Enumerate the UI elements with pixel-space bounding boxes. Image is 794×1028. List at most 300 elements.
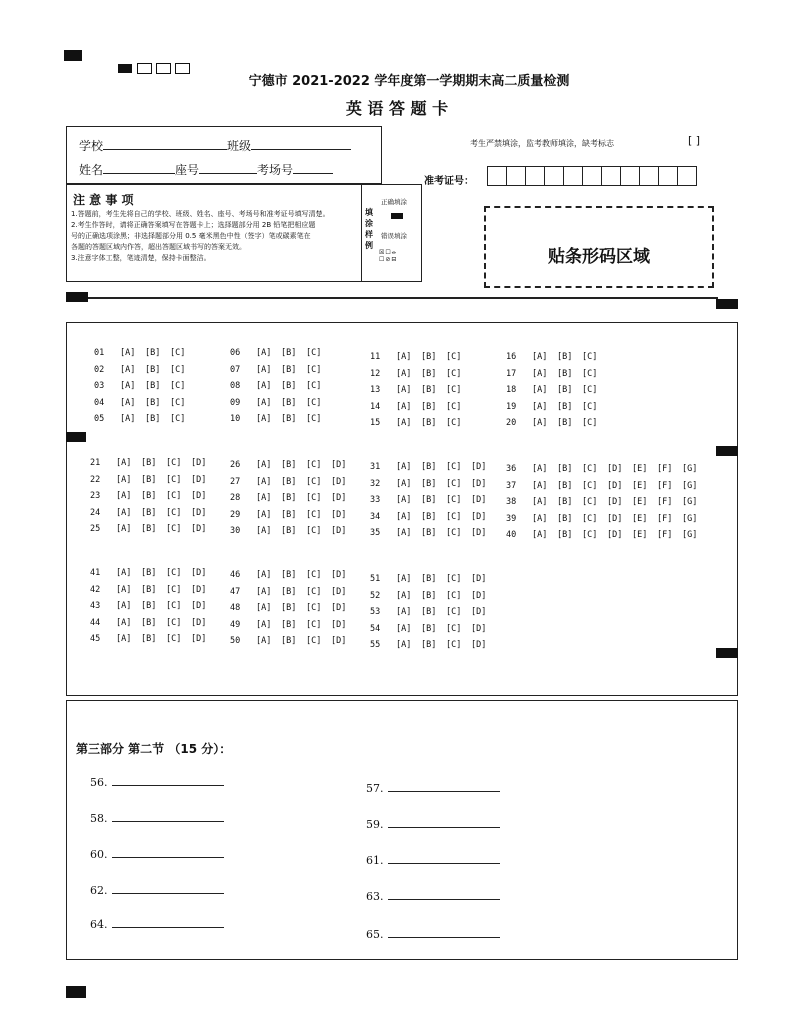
answer-bubble[interactable]: [E] [632, 513, 648, 524]
question-number: 30 [230, 526, 241, 536]
answer-bubble[interactable]: [D] [471, 495, 487, 505]
answer-bubble[interactable]: [D] [471, 590, 487, 601]
answer-bubble[interactable]: [F] [657, 480, 673, 491]
answer-bubble[interactable]: [A] [532, 464, 548, 474]
answer-bubble[interactable]: [B] [141, 584, 157, 595]
answer-bubble[interactable]: [C] [446, 574, 462, 584]
answer-bubble[interactable]: [D] [607, 480, 623, 491]
answer-bubble[interactable]: [A] [120, 397, 136, 408]
answer-bubble[interactable]: [A] [396, 528, 412, 538]
answer-bubble[interactable]: [D] [191, 584, 207, 595]
question-row [230, 603, 356, 613]
answer-bubble[interactable]: [A] [532, 497, 548, 507]
answer-bubble[interactable]: [D] [331, 636, 347, 646]
answer-bubble[interactable]: [C] [306, 526, 322, 536]
answer-bubble[interactable]: [B] [421, 511, 437, 522]
answer-bubble[interactable]: [A] [256, 381, 272, 391]
answer-bubble[interactable]: [A] [120, 381, 136, 391]
question-number: 10 [230, 414, 241, 424]
answer-bubble[interactable]: [D] [471, 574, 487, 584]
answer-bubble[interactable]: [C] [582, 401, 598, 412]
answer-bubble[interactable]: [F] [657, 497, 673, 507]
question-number: 01 [94, 348, 105, 358]
question-number: 38 [506, 497, 517, 507]
answer-bubble[interactable]: [G] [682, 513, 698, 524]
registration-mark [66, 292, 88, 302]
answer-bubble[interactable]: [C] [446, 462, 462, 472]
answer-bubble[interactable]: [A] [396, 352, 412, 362]
answer-bubble[interactable]: [A] [396, 607, 412, 617]
answer-bubble[interactable]: [B] [141, 524, 157, 534]
answer-bubble[interactable]: [A] [120, 348, 136, 358]
answer-bubble[interactable]: [A] [532, 530, 548, 540]
card-title: 宁德市 2021-2022 学年度第一学期期末高二质量检测 [248, 74, 570, 89]
answer-bubble[interactable]: [B] [557, 418, 573, 428]
answer-61[interactable]: 61. [366, 854, 500, 867]
answer-bubble[interactable]: [D] [331, 460, 347, 470]
answer-bubble[interactable]: [G] [682, 464, 698, 474]
question-row [94, 365, 195, 375]
question-number: 05 [94, 414, 105, 424]
question-number: 54 [370, 623, 381, 634]
answer-bubble[interactable]: [D] [331, 476, 347, 487]
answer-bubble[interactable]: [C] [166, 491, 182, 501]
question-row [506, 385, 607, 395]
registration-mark [716, 299, 738, 309]
answer-bubble[interactable]: [C] [446, 607, 462, 617]
answer-bubble[interactable]: [C] [582, 464, 598, 474]
answer-bubble[interactable]: [A] [396, 640, 412, 650]
answer-bubble[interactable]: [C] [446, 401, 462, 412]
question-number: 08 [230, 381, 241, 391]
answer-bubble[interactable]: [A] [256, 619, 272, 630]
answer-bubble[interactable]: [B] [145, 381, 161, 391]
question-number: 33 [370, 495, 381, 505]
answer-bubble[interactable]: [B] [141, 474, 157, 485]
answer-bubble[interactable]: [D] [191, 491, 207, 501]
answer-bubble[interactable]: [C] [446, 495, 462, 505]
answer-bubble[interactable]: [A] [532, 368, 548, 379]
answer-bubble[interactable]: [C] [582, 385, 598, 395]
answer-bubble[interactable]: [A] [256, 586, 272, 597]
answer-bubble[interactable]: [C] [582, 530, 598, 540]
question-row [90, 458, 216, 468]
answer-bubble[interactable]: [C] [166, 568, 182, 578]
question-number: 24 [90, 507, 101, 518]
question-number: 37 [506, 480, 517, 491]
answer-bubble[interactable]: [C] [170, 397, 186, 408]
question-number: 25 [90, 524, 101, 534]
student-info-box [66, 126, 382, 184]
answer-bubble[interactable]: [C] [306, 364, 322, 375]
answer-bubble[interactable]: [C] [306, 619, 322, 630]
question-number: 16 [506, 352, 517, 362]
answer-bubble[interactable]: [C] [582, 480, 598, 491]
answer-bubble[interactable]: [C] [306, 348, 322, 358]
answer-bubble[interactable]: [A] [532, 385, 548, 395]
class-label: 班级 [227, 139, 252, 153]
question-number: 27 [230, 476, 241, 487]
answer-bubble[interactable]: [A] [532, 418, 548, 428]
school-field[interactable] [103, 149, 227, 150]
answer-bubble[interactable]: [B] [281, 381, 297, 391]
question-row [90, 491, 216, 501]
answer-bubble[interactable]: [A] [116, 634, 132, 644]
answer-bubble[interactable]: [A] [256, 348, 272, 358]
answer-bubble[interactable]: [A] [256, 414, 272, 424]
answer-bubble[interactable]: [A] [532, 513, 548, 524]
answer-bubble[interactable]: [C] [582, 368, 598, 379]
exam-id-boxes[interactable] [488, 166, 697, 188]
answer-bubble[interactable]: [B] [141, 568, 157, 578]
answer-bubble[interactable]: [B] [281, 603, 297, 613]
answer-bubble[interactable]: [A] [256, 570, 272, 580]
answer-bubble[interactable]: [C] [170, 364, 186, 375]
answer-bubble[interactable]: [B] [421, 607, 437, 617]
answer-bubble[interactable]: [A] [396, 495, 412, 505]
question-row [230, 493, 356, 503]
class-field[interactable] [251, 149, 351, 150]
answer-bubble[interactable]: [F] [657, 530, 673, 540]
answer-bubble[interactable]: [A] [116, 601, 132, 611]
answer-bubble[interactable]: [D] [471, 640, 487, 650]
answer-bubble[interactable]: [B] [557, 530, 573, 540]
divider-line [88, 297, 718, 299]
answer-bubble[interactable]: [D] [191, 617, 207, 628]
fill-example-side-label: 填涂样例 [365, 208, 373, 250]
answer-bubble[interactable]: [D] [607, 530, 623, 540]
answer-bubble[interactable]: [B] [281, 364, 297, 375]
question-number: 49 [230, 619, 241, 630]
answer-62[interactable]: 62. [90, 884, 224, 897]
note-item: 2.考生作答时，请将正确答案填写在答题卡上；选择题部分用 2B 铅笔把相应题 [71, 221, 316, 229]
answer-bubble[interactable]: [C] [446, 385, 462, 395]
answer-bubble[interactable]: [A] [532, 352, 548, 362]
room-field[interactable] [293, 173, 333, 174]
answer-bubble[interactable]: [B] [141, 634, 157, 644]
answer-58[interactable]: 58. [90, 812, 224, 825]
answer-bubble[interactable]: [C] [306, 381, 322, 391]
answer-bubble[interactable]: [B] [281, 493, 297, 503]
question-number: 51 [370, 574, 381, 584]
answer-57[interactable]: 57. [366, 782, 500, 795]
question-row [370, 402, 471, 412]
answer-bubble[interactable]: [A] [256, 460, 272, 470]
answer-bubble[interactable]: [C] [306, 476, 322, 487]
answer-bubble[interactable]: [C] [306, 509, 322, 520]
answer-bubble[interactable]: [B] [421, 478, 437, 489]
answer-bubble[interactable]: [C] [582, 513, 598, 524]
answer-bubble[interactable]: [A] [256, 526, 272, 536]
answer-bubble[interactable]: [A] [532, 401, 548, 412]
answer-bubble[interactable]: [D] [331, 619, 347, 630]
question-row [94, 398, 195, 408]
answer-bubble[interactable]: [A] [396, 478, 412, 489]
answer-bubble[interactable]: [B] [281, 570, 297, 580]
answer-bubble[interactable]: [C] [166, 474, 182, 485]
answer-bubble[interactable]: [B] [557, 385, 573, 395]
answer-bubble[interactable]: [D] [471, 478, 487, 489]
answer-bubble[interactable]: [D] [471, 511, 487, 522]
answer-bubble[interactable]: [B] [421, 590, 437, 601]
question-number: 26 [230, 460, 241, 470]
answer-bubble[interactable]: [B] [421, 368, 437, 379]
note-item: 3.注意字体工整，笔迹清楚，保持卡面整洁。 [71, 254, 211, 262]
question-number: 53 [370, 607, 381, 617]
answer-bubble[interactable]: [E] [632, 480, 648, 491]
question-row [370, 495, 496, 505]
answer-bubble[interactable]: [A] [396, 590, 412, 601]
question-row [370, 418, 471, 428]
answer-bubble[interactable]: [C] [170, 381, 186, 391]
answer-bubble[interactable]: [D] [191, 601, 207, 611]
answer-bubble[interactable]: [C] [446, 368, 462, 379]
answer-bubble[interactable]: [F] [657, 513, 673, 524]
answer-63[interactable]: 63. [366, 890, 500, 903]
answer-bubble[interactable]: [C] [306, 636, 322, 646]
answer-bubble[interactable]: [A] [396, 511, 412, 522]
question-row [370, 369, 471, 379]
answer-bubble[interactable]: [B] [141, 458, 157, 468]
question-row [230, 526, 356, 536]
answer-bubble[interactable]: [D] [331, 493, 347, 503]
seat-field[interactable] [199, 173, 257, 174]
part3-title: 第三部分 第二节 （15 分）： [76, 742, 232, 756]
answer-bubble[interactable]: [D] [471, 528, 487, 538]
answer-bubble[interactable]: [C] [446, 511, 462, 522]
question-row [506, 481, 707, 491]
answer-bubble[interactable]: [D] [471, 462, 487, 472]
answer-bubble[interactable]: [E] [632, 530, 648, 540]
answer-bubble[interactable]: [B] [281, 526, 297, 536]
question-number: 36 [506, 464, 517, 474]
school-label: 学校 [79, 139, 104, 153]
answer-bubble[interactable]: [C] [166, 601, 182, 611]
answer-bubble[interactable]: [A] [396, 418, 412, 428]
absent-checkbox[interactable]: [ ] [688, 134, 701, 147]
question-row [94, 381, 195, 391]
answer-bubble[interactable]: [D] [191, 458, 207, 468]
answer-bubble[interactable]: [B] [557, 513, 573, 524]
answer-bubble[interactable]: [D] [191, 507, 207, 518]
answer-bubble[interactable]: [B] [557, 368, 573, 379]
answer-bubble[interactable]: [A] [256, 476, 272, 487]
answer-bubble[interactable]: [D] [471, 623, 487, 634]
answer-bubble[interactable]: [A] [256, 364, 272, 375]
question-number: 52 [370, 590, 381, 601]
answer-bubble[interactable]: [C] [170, 348, 186, 358]
answer-bubble[interactable]: [E] [632, 464, 648, 474]
answer-bubble[interactable]: [B] [141, 507, 157, 518]
answer-59[interactable]: 59. [366, 818, 500, 831]
answer-bubble[interactable]: [C] [582, 497, 598, 507]
answer-bubble[interactable]: [C] [306, 414, 322, 424]
question-row [370, 385, 471, 395]
answer-bubble[interactable]: [D] [191, 634, 207, 644]
answer-bubble[interactable]: [B] [281, 586, 297, 597]
answer-bubble[interactable]: [B] [281, 348, 297, 358]
answer-bubble[interactable]: [A] [396, 385, 412, 395]
question-number: 19 [506, 401, 517, 412]
question-row [230, 348, 331, 358]
answer-bubble[interactable]: [C] [306, 603, 322, 613]
answer-bubble[interactable]: [C] [446, 478, 462, 489]
answer-bubble[interactable]: [D] [331, 509, 347, 520]
answer-bubble[interactable]: [B] [281, 636, 297, 646]
answer-bubble[interactable]: [C] [306, 586, 322, 597]
answer-bubble[interactable]: [D] [331, 570, 347, 580]
answer-bubble[interactable]: [C] [582, 418, 598, 428]
answer-bubble[interactable]: [A] [256, 397, 272, 408]
answer-bubble[interactable]: [A] [396, 462, 412, 472]
answer-bubble[interactable]: [A] [116, 491, 132, 501]
answer-bubble[interactable]: [C] [306, 397, 322, 408]
question-number: 34 [370, 511, 381, 522]
answer-bubble[interactable]: [B] [281, 476, 297, 487]
exam-id-label: 准考证号： [424, 176, 474, 187]
answer-bubble[interactable]: [A] [396, 623, 412, 634]
question-number: 32 [370, 478, 381, 489]
answer-bubble[interactable]: [C] [582, 352, 598, 362]
answer-bubble[interactable]: [C] [446, 640, 462, 650]
answer-bubble[interactable]: [D] [191, 568, 207, 578]
answer-64[interactable]: 64. [90, 918, 224, 931]
answer-bubble[interactable]: [A] [120, 414, 136, 424]
answer-bubble[interactable]: [C] [306, 493, 322, 503]
answer-bubble[interactable]: [C] [166, 458, 182, 468]
answer-bubble[interactable]: [D] [331, 603, 347, 613]
answer-bubble[interactable]: [B] [145, 414, 161, 424]
answer-bubble[interactable]: [A] [116, 474, 132, 485]
answer-bubble[interactable]: [C] [446, 418, 462, 428]
answer-bubble[interactable]: [E] [632, 497, 648, 507]
answer-56[interactable]: 56. [90, 776, 224, 789]
answer-65[interactable]: 65. [366, 928, 500, 941]
answer-bubble[interactable]: [B] [421, 462, 437, 472]
question-number: 39 [506, 513, 517, 524]
answer-bubble[interactable]: [C] [306, 570, 322, 580]
answer-bubble[interactable]: [A] [396, 368, 412, 379]
answer-bubble[interactable]: [D] [331, 526, 347, 536]
answer-bubble[interactable]: [G] [682, 497, 698, 507]
question-number: 09 [230, 397, 241, 408]
question-number: 07 [230, 364, 241, 375]
question-number: 55 [370, 640, 381, 650]
question-number: 18 [506, 385, 517, 395]
answer-bubble[interactable]: [B] [281, 619, 297, 630]
answer-bubble[interactable]: [A] [532, 480, 548, 491]
answer-bubble[interactable]: [B] [421, 640, 437, 650]
answer-bubble[interactable]: [B] [557, 352, 573, 362]
answer-bubble[interactable]: [B] [281, 509, 297, 520]
answer-bubble[interactable]: [B] [557, 497, 573, 507]
answer-bubble[interactable]: [A] [256, 603, 272, 613]
answer-bubble[interactable]: [B] [281, 414, 297, 424]
answer-bubble[interactable]: [C] [166, 634, 182, 644]
answer-bubble[interactable]: [D] [191, 524, 207, 534]
answer-bubble[interactable]: [A] [116, 458, 132, 468]
answer-bubble[interactable]: [G] [682, 480, 698, 491]
answer-bubble[interactable]: [C] [170, 414, 186, 424]
answer-bubble[interactable]: [C] [446, 590, 462, 601]
answer-bubble[interactable]: [B] [141, 601, 157, 611]
answer-bubble[interactable]: [B] [421, 401, 437, 412]
answer-bubble[interactable]: [B] [145, 348, 161, 358]
answer-bubble[interactable]: [B] [421, 574, 437, 584]
answer-60[interactable]: 60. [90, 848, 224, 861]
answer-bubble[interactable]: [C] [166, 524, 182, 534]
question-number: 04 [94, 397, 105, 408]
answer-bubble[interactable]: [B] [421, 385, 437, 395]
answer-bubble[interactable]: [D] [607, 497, 623, 507]
answer-bubble[interactable]: [B] [145, 397, 161, 408]
answer-bubble[interactable]: [D] [607, 513, 623, 524]
answer-bubble[interactable]: [B] [421, 528, 437, 538]
registration-mark [66, 432, 86, 442]
question-number: 28 [230, 493, 241, 503]
answer-bubble[interactable]: [C] [306, 460, 322, 470]
question-number: 42 [90, 584, 101, 595]
answer-bubble[interactable]: [A] [256, 636, 272, 646]
answer-bubble[interactable]: [A] [116, 584, 132, 595]
question-number: 40 [506, 530, 517, 540]
question-row [506, 418, 607, 428]
answer-bubble[interactable]: [B] [145, 364, 161, 375]
question-number: 47 [230, 586, 241, 597]
card-subtitle: 英 语 答 题 卡 [345, 99, 449, 118]
answer-bubble[interactable]: [C] [166, 507, 182, 518]
answer-bubble[interactable]: [A] [116, 507, 132, 518]
answer-bubble[interactable]: [B] [421, 352, 437, 362]
question-number: 11 [370, 352, 381, 362]
registration-mark [64, 50, 82, 61]
answer-bubble[interactable]: [B] [141, 617, 157, 628]
answer-bubble[interactable]: [B] [141, 491, 157, 501]
answer-bubble[interactable]: [A] [256, 493, 272, 503]
answer-bubble[interactable]: [D] [331, 586, 347, 597]
answer-bubble[interactable]: [B] [557, 480, 573, 491]
answer-bubble[interactable]: [A] [116, 568, 132, 578]
answer-bubble[interactable]: [C] [446, 352, 462, 362]
name-field[interactable] [103, 173, 175, 174]
answer-bubble[interactable]: [D] [607, 464, 623, 474]
answer-bubble[interactable]: [G] [682, 530, 698, 540]
answer-bubble[interactable]: [A] [116, 617, 132, 628]
answer-bubble[interactable]: [F] [657, 464, 673, 474]
answer-bubble[interactable]: [B] [557, 464, 573, 474]
answer-bubble[interactable]: [D] [191, 474, 207, 485]
answer-bubble[interactable]: [B] [421, 495, 437, 505]
answer-bubble[interactable]: [B] [281, 397, 297, 408]
answer-bubble[interactable]: [A] [396, 401, 412, 412]
answer-bubble[interactable]: [D] [471, 607, 487, 617]
answer-bubble[interactable]: [B] [421, 623, 437, 634]
answer-bubble[interactable]: [C] [446, 528, 462, 538]
answer-bubble[interactable]: [A] [256, 509, 272, 520]
answer-bubble[interactable]: [C] [166, 617, 182, 628]
answer-bubble[interactable]: [A] [116, 524, 132, 534]
question-row [230, 398, 331, 408]
answer-bubble[interactable]: [A] [396, 574, 412, 584]
answer-bubble[interactable]: [B] [281, 460, 297, 470]
question-number: 50 [230, 636, 241, 646]
answer-bubble[interactable]: [C] [446, 623, 462, 634]
answer-bubble[interactable]: [B] [557, 401, 573, 412]
question-row [230, 460, 356, 470]
answer-bubble[interactable]: [C] [166, 584, 182, 595]
answer-bubble[interactable]: [B] [421, 418, 437, 428]
answer-bubble[interactable]: [A] [120, 364, 136, 375]
